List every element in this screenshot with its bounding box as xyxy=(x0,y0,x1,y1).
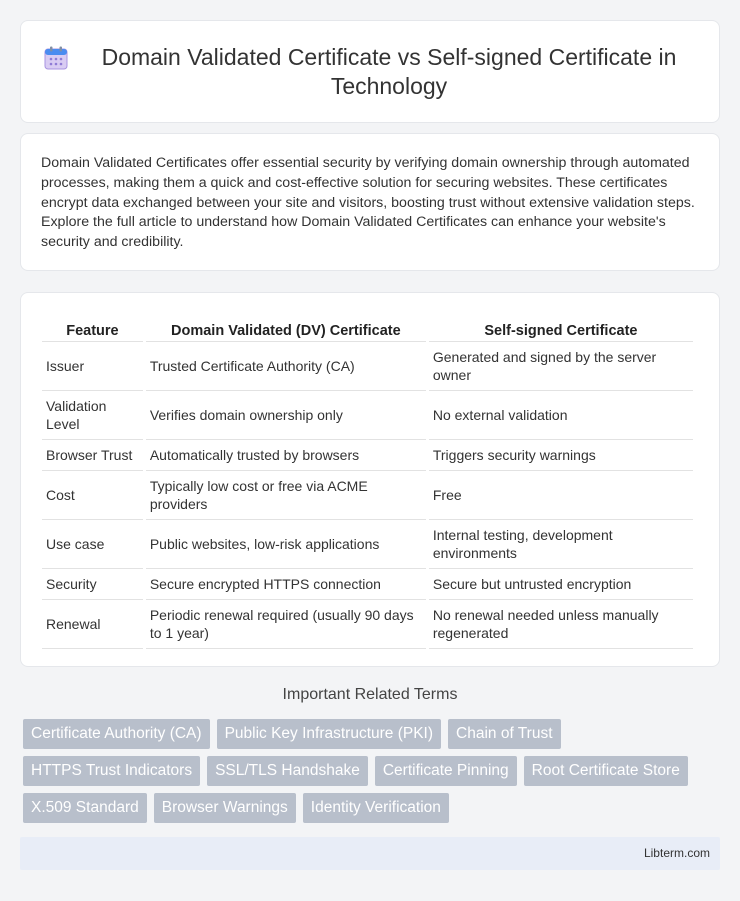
intro-paragraph: Domain Validated Certificates offer essential security by verifying domain ownership through automated processes, making them a quick and cost-effective solution for securing websites. These certificates encrypt data exchanged between your site and visitors, boosting trust without extensive validation steps. Explore the full article to understand how Domain Validated Certificates can enhance your website's security and credibility. xyxy=(41,155,695,251)
tag-x509-standard[interactable]: X.509 Standard xyxy=(23,793,147,823)
table-cell: Verifies domain ownership only xyxy=(146,391,426,440)
related-terms-heading: Important Related Terms xyxy=(282,686,458,703)
table-cell: Security xyxy=(42,569,143,600)
related-terms-tags xyxy=(23,719,723,830)
table-cell: No renewal needed unless manually regenerated xyxy=(429,600,693,649)
calendar-icon xyxy=(43,45,69,71)
table-cell: Trusted Certificate Authority (CA) xyxy=(146,342,426,391)
footer-site-link[interactable]: Libterm.com xyxy=(643,846,710,860)
table-cell: Validation Level xyxy=(42,391,143,440)
table-cell: Generated and signed by the server owner xyxy=(429,342,693,391)
table-cell: Triggers security warnings xyxy=(429,440,693,471)
tag-browser-warnings[interactable]: Browser Warnings xyxy=(154,793,296,823)
table-cell: Typically low cost or free via ACME providers xyxy=(146,471,426,520)
table-cell: Issuer xyxy=(42,342,143,391)
table-cell: Public websites, low-risk applications xyxy=(146,520,426,569)
table-row xyxy=(42,600,693,649)
table-cell: Renewal xyxy=(42,600,143,649)
header-card xyxy=(20,20,720,123)
table-row xyxy=(42,520,693,569)
tag-root-certificate-store[interactable]: Root Certificate Store xyxy=(524,756,688,786)
table-header-row xyxy=(42,313,693,342)
intro-card xyxy=(20,133,720,271)
comparison-table xyxy=(39,313,696,649)
column-header-feature: Feature xyxy=(42,313,143,342)
tag-https-trust-indicators[interactable]: HTTPS Trust Indicators xyxy=(23,756,200,786)
table-cell: Internal testing, development environments xyxy=(429,520,693,569)
table-cell: Secure but untrusted encryption xyxy=(429,569,693,600)
tag-ssl-tls-handshake[interactable]: SSL/TLS Handshake xyxy=(207,756,368,786)
table-cell: Secure encrypted HTTPS connection xyxy=(146,569,426,600)
tag-row xyxy=(23,719,723,749)
page-title: Domain Validated Certificate vs Self-signed Certificate in Technology xyxy=(101,43,677,99)
table-cell: Cost xyxy=(42,471,143,520)
table-row xyxy=(42,342,693,391)
table-row xyxy=(42,569,693,600)
table-row xyxy=(42,391,693,440)
tag-chain-of-trust[interactable]: Chain of Trust xyxy=(448,719,561,749)
tag-identity-verification[interactable]: Identity Verification xyxy=(303,793,449,823)
table-row xyxy=(42,440,693,471)
tag-pki[interactable]: Public Key Infrastructure (PKI) xyxy=(217,719,441,749)
table-cell: Free xyxy=(429,471,693,520)
table-cell: Browser Trust xyxy=(42,440,143,471)
table-row xyxy=(42,471,693,520)
table-cell: Use case xyxy=(42,520,143,569)
column-header-self-signed: Self-signed Certificate xyxy=(429,313,693,342)
table-cell: Automatically trusted by browsers xyxy=(146,440,426,471)
footer xyxy=(20,837,720,870)
tag-certificate-pinning[interactable]: Certificate Pinning xyxy=(375,756,517,786)
column-header-dv: Domain Validated (DV) Certificate xyxy=(146,313,426,342)
tag-certificate-authority[interactable]: Certificate Authority (CA) xyxy=(23,719,210,749)
table-cell: No external validation xyxy=(429,391,693,440)
tag-row xyxy=(23,756,723,786)
tag-row xyxy=(23,793,723,823)
table-cell: Periodic renewal required (usually 90 days to 1 year) xyxy=(146,600,426,649)
comparison-table-card xyxy=(20,292,720,667)
